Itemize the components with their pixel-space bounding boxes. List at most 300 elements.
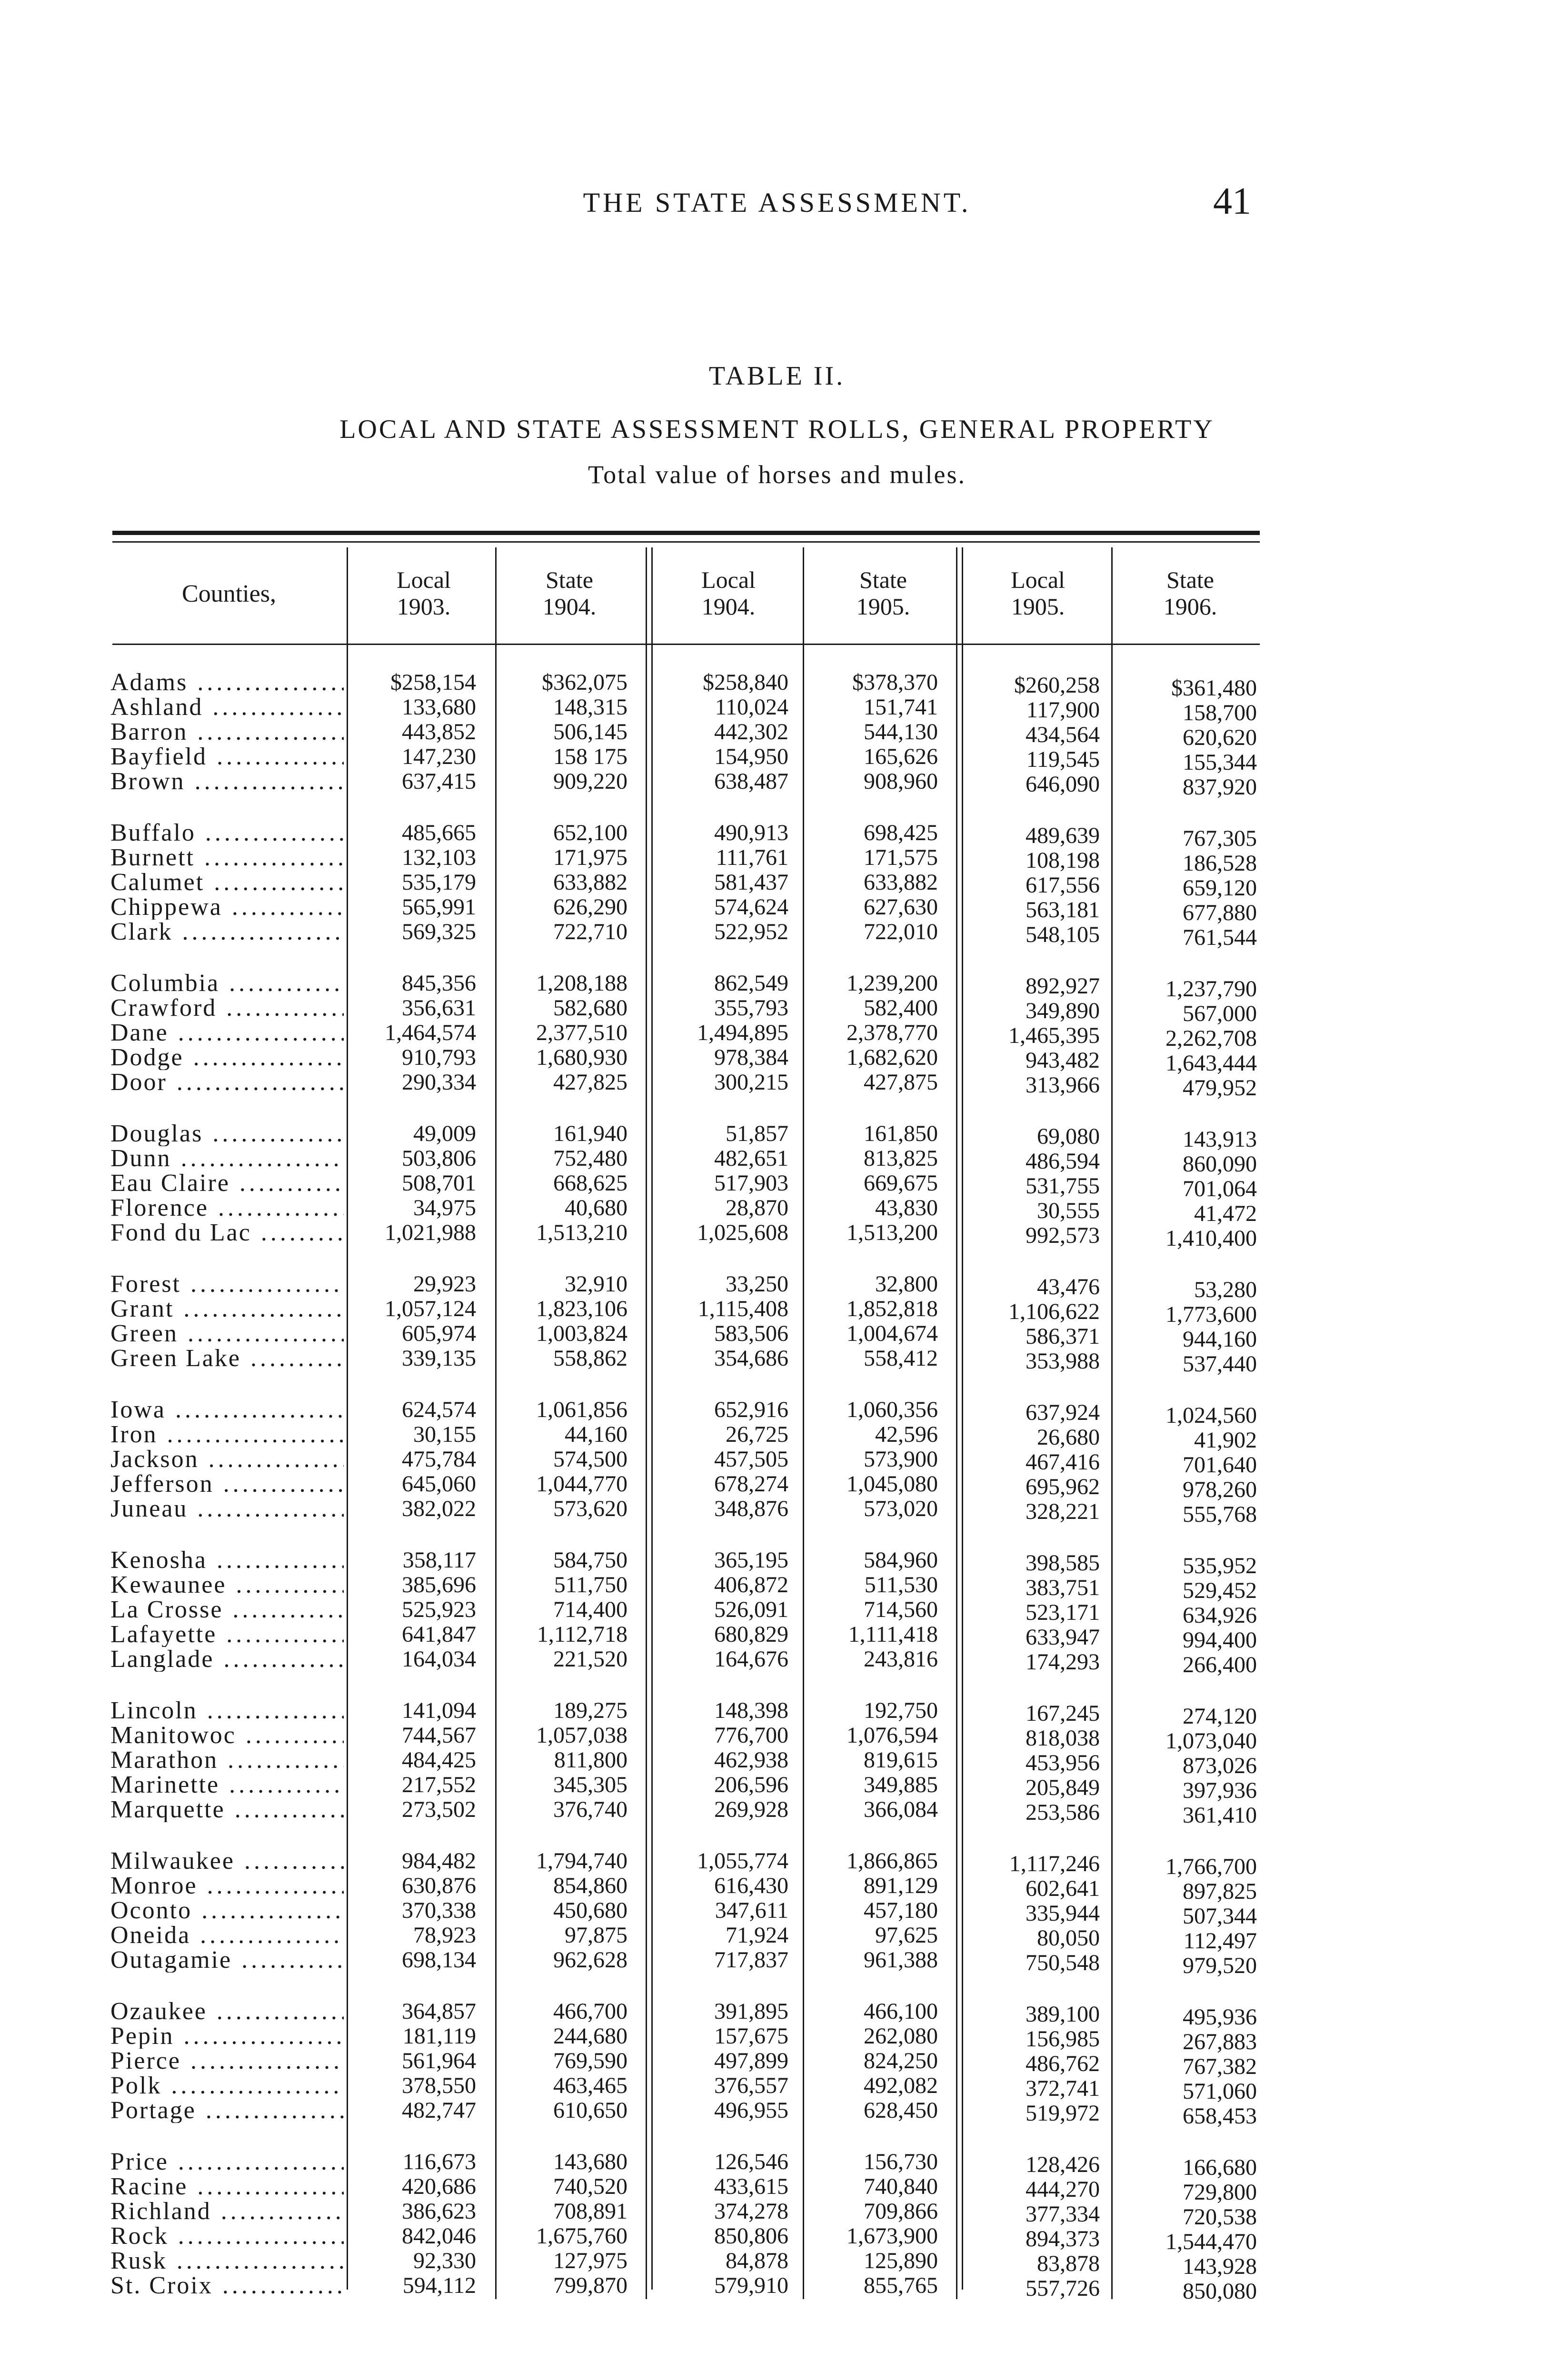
value-cell: 97,875 bbox=[565, 1923, 628, 1948]
header-label: Local bbox=[1011, 566, 1065, 593]
value-cell: 348,876 bbox=[714, 1496, 788, 1521]
value-cell: 206,596 bbox=[714, 1772, 788, 1797]
value-cell: 873,026 bbox=[1183, 1753, 1257, 1778]
value-cell: 462,938 bbox=[714, 1747, 788, 1773]
value-cell: 40,680 bbox=[565, 1195, 628, 1220]
value-cell: 978,384 bbox=[714, 1045, 788, 1070]
value-cell: 1,044,770 bbox=[536, 1471, 628, 1497]
value-cell: 1,513,200 bbox=[847, 1220, 938, 1245]
value-cell: 854,860 bbox=[553, 1873, 628, 1898]
value-cell: 850,806 bbox=[714, 2223, 788, 2249]
value-cell: 205,849 bbox=[1026, 1775, 1100, 1800]
county-name: Crawford ..... bbox=[110, 996, 344, 1021]
value-cell: 722,010 bbox=[864, 919, 938, 944]
value-cell: 156,730 bbox=[864, 2149, 938, 2174]
value-cell: 678,274 bbox=[714, 1471, 788, 1497]
value-cell: 1,544,470 bbox=[1166, 2229, 1257, 2254]
value-cell: 1,465,395 bbox=[1008, 1023, 1100, 1048]
value-cell: 1,208,188 bbox=[536, 971, 628, 996]
value-cell: 171,575 bbox=[864, 845, 938, 870]
header-year: 1906. bbox=[1163, 593, 1217, 620]
table-row bbox=[0, 2023, 1554, 2054]
table-row bbox=[0, 2273, 1554, 2304]
county-name: Rusk ..... bbox=[110, 2249, 344, 2273]
county-name: Dodge ..... bbox=[110, 1045, 344, 1070]
value-cell: 126,546 bbox=[714, 2149, 788, 2174]
county-name: Kenosha ..... bbox=[110, 1548, 344, 1573]
value-cell: 2,262,708 bbox=[1166, 1026, 1257, 1051]
value-cell: 1,766,700 bbox=[1166, 1854, 1257, 1879]
value-cell: 616,430 bbox=[714, 1873, 788, 1898]
value-cell: 108,198 bbox=[1026, 848, 1100, 873]
header-column-1 bbox=[352, 566, 495, 620]
value-cell: 709,866 bbox=[864, 2199, 938, 2224]
value-cell: 750,548 bbox=[1026, 1950, 1100, 1975]
value-cell: 525,923 bbox=[402, 1597, 476, 1622]
table-row bbox=[0, 1195, 1554, 1226]
value-cell: 382,022 bbox=[402, 1496, 476, 1521]
table-row bbox=[0, 870, 1554, 901]
value-cell: 427,875 bbox=[864, 1070, 938, 1095]
value-cell: 161,850 bbox=[864, 1121, 938, 1146]
value-cell: 994,400 bbox=[1183, 1627, 1257, 1653]
value-cell: 1,004,674 bbox=[847, 1321, 938, 1346]
value-cell: 83,878 bbox=[1037, 2251, 1100, 2276]
value-cell: 125,890 bbox=[864, 2248, 938, 2273]
table-row bbox=[0, 1772, 1554, 1803]
value-cell: 535,952 bbox=[1183, 1553, 1257, 1578]
table-top-rule-thin bbox=[112, 541, 1260, 543]
value-cell: 574,500 bbox=[553, 1447, 628, 1472]
county-name: St. Croix ..... bbox=[110, 2273, 344, 2298]
county-name: Fond du Lac ..... bbox=[110, 1220, 344, 1245]
value-cell: 1,513,210 bbox=[536, 1220, 628, 1245]
table-row bbox=[0, 1646, 1554, 1677]
header-column-2 bbox=[498, 566, 641, 620]
county-name: Jackson ..... bbox=[110, 1447, 344, 1472]
value-cell: 158,700 bbox=[1183, 700, 1257, 725]
header-year: 1903. bbox=[397, 593, 451, 620]
value-cell: 361,410 bbox=[1183, 1803, 1257, 1828]
value-cell: 633,882 bbox=[864, 870, 938, 895]
value-cell: 638,487 bbox=[714, 769, 788, 794]
value-cell: 420,686 bbox=[402, 2174, 476, 2199]
value-cell: 776,700 bbox=[714, 1723, 788, 1748]
county-name: Racine ..... bbox=[110, 2174, 344, 2199]
value-cell: 824,250 bbox=[864, 2048, 938, 2073]
table-row bbox=[0, 1947, 1554, 1978]
table-row bbox=[0, 1121, 1554, 1152]
value-cell: 637,924 bbox=[1026, 1400, 1100, 1425]
county-name: Marinette ..... bbox=[110, 1773, 344, 1797]
value-cell: 645,060 bbox=[402, 1471, 476, 1497]
value-cell: 602,641 bbox=[1026, 1876, 1100, 1901]
value-cell: 892,927 bbox=[1026, 973, 1100, 999]
county-name: Ozaukee ..... bbox=[110, 1999, 344, 2024]
county-name: Dane ..... bbox=[110, 1021, 344, 1045]
value-cell: 586,371 bbox=[1026, 1324, 1100, 1349]
value-cell: 581,437 bbox=[714, 870, 788, 895]
county-name: Polk ..... bbox=[110, 2073, 344, 2098]
value-cell: 33,250 bbox=[726, 1271, 788, 1297]
value-cell: 1,410,400 bbox=[1166, 1226, 1257, 1251]
value-cell: 1,773,600 bbox=[1166, 1302, 1257, 1327]
value-cell: 34,975 bbox=[413, 1195, 476, 1220]
value-cell: 668,625 bbox=[553, 1170, 628, 1196]
value-cell: 897,825 bbox=[1183, 1879, 1257, 1904]
value-cell: 355,793 bbox=[714, 995, 788, 1021]
value-cell: 450,680 bbox=[553, 1898, 628, 1923]
value-cell: 484,425 bbox=[402, 1747, 476, 1773]
value-cell: 637,415 bbox=[402, 769, 476, 794]
table-row bbox=[0, 1873, 1554, 1904]
county-group bbox=[0, 1698, 1554, 1828]
county-name: Green Lake ..... bbox=[110, 1346, 344, 1371]
value-cell: 633,882 bbox=[553, 870, 628, 895]
value-cell: 406,872 bbox=[714, 1572, 788, 1597]
value-cell: 910,793 bbox=[402, 1045, 476, 1070]
value-cell: 855,765 bbox=[864, 2273, 938, 2298]
value-cell: 433,615 bbox=[714, 2174, 788, 2199]
value-cell: 158 175 bbox=[553, 744, 628, 769]
value-cell: 558,862 bbox=[553, 1346, 628, 1371]
value-cell: 1,237,790 bbox=[1166, 976, 1257, 1002]
value-cell: 128,426 bbox=[1026, 2152, 1100, 2177]
value-cell: 148,398 bbox=[714, 1698, 788, 1723]
value-cell: 729,800 bbox=[1183, 2180, 1257, 2205]
value-cell: 860,090 bbox=[1183, 1151, 1257, 1177]
value-cell: 143,680 bbox=[553, 2149, 628, 2174]
table-row bbox=[0, 1923, 1554, 1954]
value-cell: 147,230 bbox=[402, 744, 476, 769]
table-row bbox=[0, 1447, 1554, 1478]
value-cell: 71,924 bbox=[726, 1923, 788, 1948]
value-cell: 274,120 bbox=[1183, 1704, 1257, 1729]
table-row bbox=[0, 2149, 1554, 2180]
value-cell: 244,680 bbox=[553, 2023, 628, 2049]
value-cell: $362,075 bbox=[542, 670, 628, 695]
county-name: Forest ..... bbox=[110, 1272, 344, 1297]
table-row bbox=[0, 670, 1554, 701]
value-cell: 523,171 bbox=[1026, 1600, 1100, 1625]
value-cell: 565,991 bbox=[402, 894, 476, 920]
value-cell: 1,852,818 bbox=[847, 1296, 938, 1321]
table-row bbox=[0, 2199, 1554, 2230]
county-name: Marquette ..... bbox=[110, 1797, 344, 1822]
value-cell: 767,305 bbox=[1183, 826, 1257, 851]
value-cell: 529,452 bbox=[1183, 1578, 1257, 1603]
value-cell: 444,270 bbox=[1026, 2177, 1100, 2202]
value-cell: 574,624 bbox=[714, 894, 788, 920]
value-cell: 43,830 bbox=[875, 1195, 938, 1220]
value-cell: 141,094 bbox=[402, 1698, 476, 1723]
county-name: Buffalo ..... bbox=[110, 821, 344, 845]
value-cell: 370,338 bbox=[402, 1898, 476, 1923]
value-cell: 157,675 bbox=[714, 2023, 788, 2049]
table-body bbox=[0, 670, 1554, 2325]
value-cell: 391,895 bbox=[714, 1999, 788, 2024]
county-name: Florence ..... bbox=[110, 1196, 344, 1220]
county-name: Calumet ..... bbox=[110, 870, 344, 895]
table-subtitle: Total value of horses and mules. bbox=[588, 460, 966, 489]
table-row bbox=[0, 820, 1554, 851]
header-year: 1905. bbox=[856, 593, 910, 620]
value-cell: 167,245 bbox=[1026, 1701, 1100, 1726]
value-cell: 377,334 bbox=[1026, 2202, 1100, 2227]
value-cell: 189,275 bbox=[553, 1698, 628, 1723]
value-cell: 290,334 bbox=[402, 1070, 476, 1095]
value-cell: 511,750 bbox=[554, 1572, 628, 1597]
county-name: Brown ..... bbox=[110, 769, 344, 794]
value-cell: 457,505 bbox=[714, 1447, 788, 1472]
table-row bbox=[0, 1020, 1554, 1051]
value-cell: 567,000 bbox=[1183, 1001, 1257, 1026]
value-cell: 1,866,865 bbox=[847, 1848, 938, 1874]
value-cell: 2,378,770 bbox=[847, 1020, 938, 1045]
header-column-4 bbox=[812, 566, 955, 620]
value-cell: 376,557 bbox=[714, 2073, 788, 2098]
value-cell: 112,497 bbox=[1183, 1928, 1257, 1954]
county-name: Ashland ..... bbox=[110, 695, 344, 720]
value-cell: 633,947 bbox=[1026, 1625, 1100, 1650]
value-cell: 376,740 bbox=[553, 1797, 628, 1822]
value-cell: 69,080 bbox=[1037, 1124, 1100, 1149]
value-cell: 269,928 bbox=[714, 1797, 788, 1822]
header-label: State bbox=[546, 566, 593, 593]
value-cell: 385,696 bbox=[402, 1572, 476, 1597]
table-row bbox=[0, 719, 1554, 750]
county-name: Clark ..... bbox=[110, 920, 344, 944]
county-name: Kewaunee ..... bbox=[110, 1573, 344, 1597]
value-cell: 714,400 bbox=[553, 1597, 628, 1622]
county-name: La Crosse ..... bbox=[110, 1597, 344, 1622]
value-cell: 221,520 bbox=[553, 1646, 628, 1672]
table-row bbox=[0, 1471, 1554, 1502]
county-name: Juneau ..... bbox=[110, 1497, 344, 1521]
county-name: Langlade ..... bbox=[110, 1647, 344, 1672]
value-cell: 627,630 bbox=[864, 894, 938, 920]
table-row bbox=[0, 1346, 1554, 1377]
page-number: 41 bbox=[1213, 180, 1251, 222]
value-cell: 961,388 bbox=[864, 1947, 938, 1973]
table-row bbox=[0, 971, 1554, 1002]
value-cell: 573,620 bbox=[553, 1496, 628, 1521]
value-cell: 557,726 bbox=[1026, 2276, 1100, 2301]
value-cell: 1,024,560 bbox=[1166, 1403, 1257, 1428]
value-cell: 626,290 bbox=[553, 894, 628, 920]
header-column-5 bbox=[966, 566, 1109, 620]
value-cell: 909,220 bbox=[553, 769, 628, 794]
value-cell: 1,073,040 bbox=[1166, 1728, 1257, 1754]
table-row bbox=[0, 2248, 1554, 2279]
value-cell: 658,453 bbox=[1183, 2103, 1257, 2129]
value-cell: 166,680 bbox=[1183, 2155, 1257, 2180]
value-cell: 894,373 bbox=[1026, 2226, 1100, 2251]
value-cell: 605,974 bbox=[402, 1321, 476, 1346]
table-row bbox=[0, 1622, 1554, 1653]
value-cell: 506,145 bbox=[553, 719, 628, 744]
value-cell: 1,117,246 bbox=[1009, 1851, 1100, 1876]
county-name: Chippewa ..... bbox=[110, 895, 344, 920]
table-row bbox=[0, 1321, 1554, 1352]
value-cell: 862,549 bbox=[714, 971, 788, 996]
table-row bbox=[0, 2048, 1554, 2079]
value-cell: 1,106,622 bbox=[1008, 1299, 1100, 1324]
header-label: Local bbox=[701, 566, 756, 593]
value-cell: 984,482 bbox=[402, 1848, 476, 1874]
value-cell: 818,038 bbox=[1026, 1726, 1100, 1751]
value-cell: 164,034 bbox=[402, 1646, 476, 1672]
value-cell: 489,639 bbox=[1026, 823, 1100, 848]
value-cell: 1,794,740 bbox=[536, 1848, 628, 1874]
value-cell: 680,829 bbox=[714, 1622, 788, 1647]
value-cell: 475,784 bbox=[402, 1447, 476, 1472]
value-cell: 744,567 bbox=[402, 1723, 476, 1748]
value-cell: 174,293 bbox=[1026, 1649, 1100, 1675]
value-cell: 273,502 bbox=[402, 1797, 476, 1822]
value-cell: 569,325 bbox=[402, 919, 476, 944]
value-cell: 30,555 bbox=[1037, 1198, 1100, 1223]
value-cell: 1,239,200 bbox=[847, 971, 938, 996]
value-cell: 634,926 bbox=[1183, 1603, 1257, 1628]
value-cell: 490,913 bbox=[714, 820, 788, 845]
value-cell: 908,960 bbox=[864, 769, 938, 794]
value-cell: 891,129 bbox=[864, 1873, 938, 1898]
value-cell: 767,382 bbox=[1183, 2054, 1257, 2079]
value-cell: 492,082 bbox=[864, 2073, 938, 2098]
value-cell: 186,528 bbox=[1183, 851, 1257, 876]
table-row bbox=[0, 1422, 1554, 1453]
county-name: Outagamie ..... bbox=[110, 1948, 344, 1973]
value-cell: 1,112,718 bbox=[537, 1622, 628, 1647]
value-cell: 364,857 bbox=[402, 1999, 476, 2024]
value-cell: 561,964 bbox=[402, 2048, 476, 2073]
header-label: Local bbox=[397, 566, 451, 593]
value-cell: 701,064 bbox=[1183, 1176, 1257, 1201]
header-label: State bbox=[859, 566, 907, 593]
value-cell: 116,673 bbox=[402, 2149, 476, 2174]
table-row bbox=[0, 1999, 1554, 2030]
county-name: Burnett ..... bbox=[110, 845, 344, 870]
value-cell: 850,080 bbox=[1183, 2279, 1257, 2304]
value-cell: 143,928 bbox=[1183, 2254, 1257, 2279]
value-cell: 133,680 bbox=[402, 694, 476, 720]
value-cell: 522,952 bbox=[714, 919, 788, 944]
value-cell: 32,800 bbox=[875, 1271, 938, 1297]
county-group bbox=[0, 1397, 1554, 1527]
county-group bbox=[0, 820, 1554, 950]
value-cell: 97,625 bbox=[875, 1923, 938, 1948]
county-name: Green ..... bbox=[110, 1321, 344, 1346]
value-cell: 453,956 bbox=[1026, 1750, 1100, 1775]
value-cell: 117,900 bbox=[1026, 697, 1100, 723]
value-cell: 154,950 bbox=[714, 744, 788, 769]
table-row bbox=[0, 995, 1554, 1026]
header-column-3 bbox=[657, 566, 800, 620]
value-cell: 1,673,900 bbox=[847, 2223, 938, 2249]
county-name: Eau Claire ..... bbox=[110, 1171, 344, 1196]
value-cell: 313,966 bbox=[1026, 1072, 1100, 1098]
value-cell: 992,573 bbox=[1026, 1223, 1100, 1248]
county-name: Lafayette ..... bbox=[110, 1622, 344, 1647]
table-row bbox=[0, 845, 1554, 876]
header-year: 1904. bbox=[542, 593, 597, 620]
value-cell: 962,628 bbox=[553, 1947, 628, 1973]
value-cell: 717,837 bbox=[714, 1947, 788, 1973]
value-cell: 29,923 bbox=[413, 1271, 476, 1297]
county-name: Price ..... bbox=[110, 2150, 344, 2174]
value-cell: 78,923 bbox=[413, 1923, 476, 1948]
value-cell: 243,816 bbox=[864, 1646, 938, 1672]
county-name: Door ..... bbox=[110, 1070, 344, 1095]
county-name: Marathon ..... bbox=[110, 1748, 344, 1773]
value-cell: 845,356 bbox=[402, 971, 476, 996]
value-cell: 837,920 bbox=[1183, 774, 1257, 800]
table-row bbox=[0, 2098, 1554, 2129]
value-cell: 761,544 bbox=[1183, 925, 1257, 950]
value-cell: 799,870 bbox=[553, 2273, 628, 2298]
county-name: Columbia ..... bbox=[110, 971, 344, 996]
value-cell: 555,768 bbox=[1183, 1502, 1257, 1527]
value-cell: 161,940 bbox=[553, 1121, 628, 1146]
value-cell: 1,115,408 bbox=[697, 1296, 788, 1321]
value-cell: 486,594 bbox=[1026, 1149, 1100, 1174]
county-name: Monroe ..... bbox=[110, 1874, 344, 1898]
county-group bbox=[0, 670, 1554, 800]
value-cell: 548,105 bbox=[1026, 922, 1100, 947]
value-cell: 944,160 bbox=[1183, 1327, 1257, 1352]
value-cell: 356,631 bbox=[402, 995, 476, 1021]
value-cell: 1,021,988 bbox=[385, 1220, 476, 1245]
value-cell: 30,155 bbox=[413, 1422, 476, 1447]
value-cell: 127,975 bbox=[553, 2248, 628, 2273]
value-cell: $258,154 bbox=[390, 670, 476, 695]
value-cell: 485,665 bbox=[402, 820, 476, 845]
value-cell: 49,009 bbox=[413, 1121, 476, 1146]
value-cell: 571,060 bbox=[1183, 2079, 1257, 2104]
value-cell: 646,090 bbox=[1026, 772, 1100, 797]
county-name: Jefferson ..... bbox=[110, 1472, 344, 1497]
value-cell: 582,680 bbox=[553, 995, 628, 1021]
table-row bbox=[0, 1747, 1554, 1778]
value-cell: 42,596 bbox=[875, 1422, 938, 1447]
value-cell: 495,936 bbox=[1183, 2004, 1257, 2030]
county-name: Pepin ..... bbox=[110, 2024, 344, 2049]
value-cell: 165,626 bbox=[864, 744, 938, 769]
value-cell: 508,701 bbox=[402, 1170, 476, 1196]
value-cell: 720,538 bbox=[1183, 2204, 1257, 2230]
value-cell: 335,944 bbox=[1026, 1901, 1100, 1926]
value-cell: 526,091 bbox=[714, 1597, 788, 1622]
value-cell: 1,675,760 bbox=[536, 2223, 628, 2249]
value-cell: 2,377,510 bbox=[536, 1020, 628, 1045]
county-group bbox=[0, 1848, 1554, 1978]
value-cell: 354,686 bbox=[714, 1346, 788, 1371]
value-cell: 110,024 bbox=[715, 694, 788, 720]
value-cell: 378,550 bbox=[402, 2073, 476, 2098]
value-cell: 349,890 bbox=[1026, 998, 1100, 1023]
county-name: Barron ..... bbox=[110, 720, 344, 744]
value-cell: 397,936 bbox=[1183, 1778, 1257, 1803]
running-title: THE STATE ASSESSMENT. bbox=[583, 187, 971, 218]
value-cell: 1,111,418 bbox=[848, 1622, 938, 1647]
value-cell: 253,586 bbox=[1026, 1800, 1100, 1825]
value-cell: 652,916 bbox=[714, 1397, 788, 1422]
value-cell: 80,050 bbox=[1037, 1925, 1100, 1951]
county-name: Pierce ..... bbox=[110, 2049, 344, 2073]
table-row bbox=[0, 1898, 1554, 1929]
value-cell: 641,847 bbox=[402, 1622, 476, 1647]
